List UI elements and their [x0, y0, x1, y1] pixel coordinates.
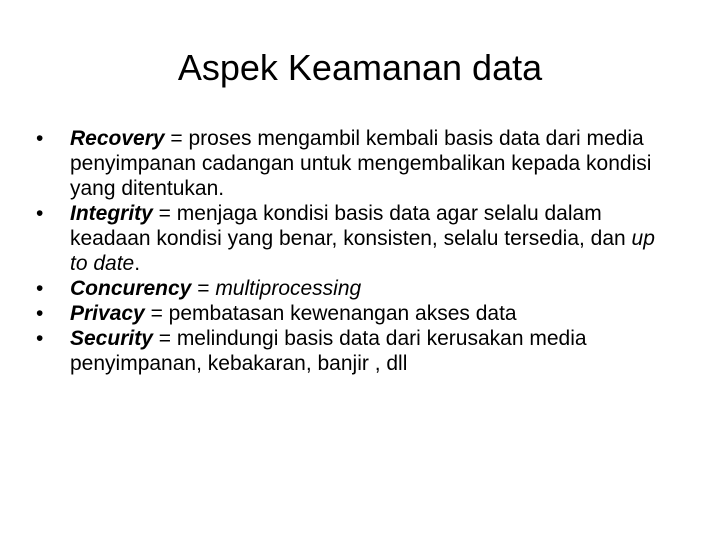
definition-integrity: menjaga kondisi basis data agar selalu dalam keadaan kondisi yang benar, konsisten, selalu tersedia, dan	[70, 202, 632, 250]
bullet-icon: •	[36, 202, 44, 225]
bullet-item-concurency	[36, 276, 676, 301]
term-privacy: Privacy	[70, 302, 145, 325]
term-concurency: Concurency	[70, 277, 192, 300]
bullet-item-integrity	[36, 201, 676, 276]
separator: =	[152, 327, 177, 350]
separator: =	[164, 127, 189, 150]
bullet-icon: •	[36, 327, 44, 350]
definition-security: melindungi basis data dari kerusakan media penyimpanan, kebakaran, banjir , dll	[70, 327, 587, 375]
definition-privacy: pembatasan kewenangan akses data	[168, 302, 517, 325]
term-recovery: Recovery	[70, 127, 165, 150]
bullet-icon: •	[36, 277, 44, 300]
bullet-icon: •	[36, 302, 44, 325]
separator: =	[191, 277, 216, 300]
definition-integrity-end: .	[134, 252, 141, 275]
bullet-icon: •	[36, 127, 44, 150]
bullet-item-recovery	[36, 126, 676, 201]
definition-integrity-italic: up to date	[70, 227, 655, 275]
bullet-item-security	[36, 326, 676, 376]
bullet-list	[36, 126, 676, 376]
definition-concurency: multiprocessing	[215, 277, 362, 300]
bullet-item-privacy	[36, 301, 676, 326]
separator: =	[144, 302, 169, 325]
term-integrity: Integrity	[70, 202, 153, 225]
separator: =	[152, 202, 177, 225]
definition-recovery: proses mengambil kembali basis data dari media penyimpanan cadangan untuk mengembalikan kepada kondisi yang ditentukan.	[70, 127, 652, 200]
slide-title: Aspek Keamanan data	[177, 47, 543, 88]
term-security: Security	[70, 327, 153, 350]
